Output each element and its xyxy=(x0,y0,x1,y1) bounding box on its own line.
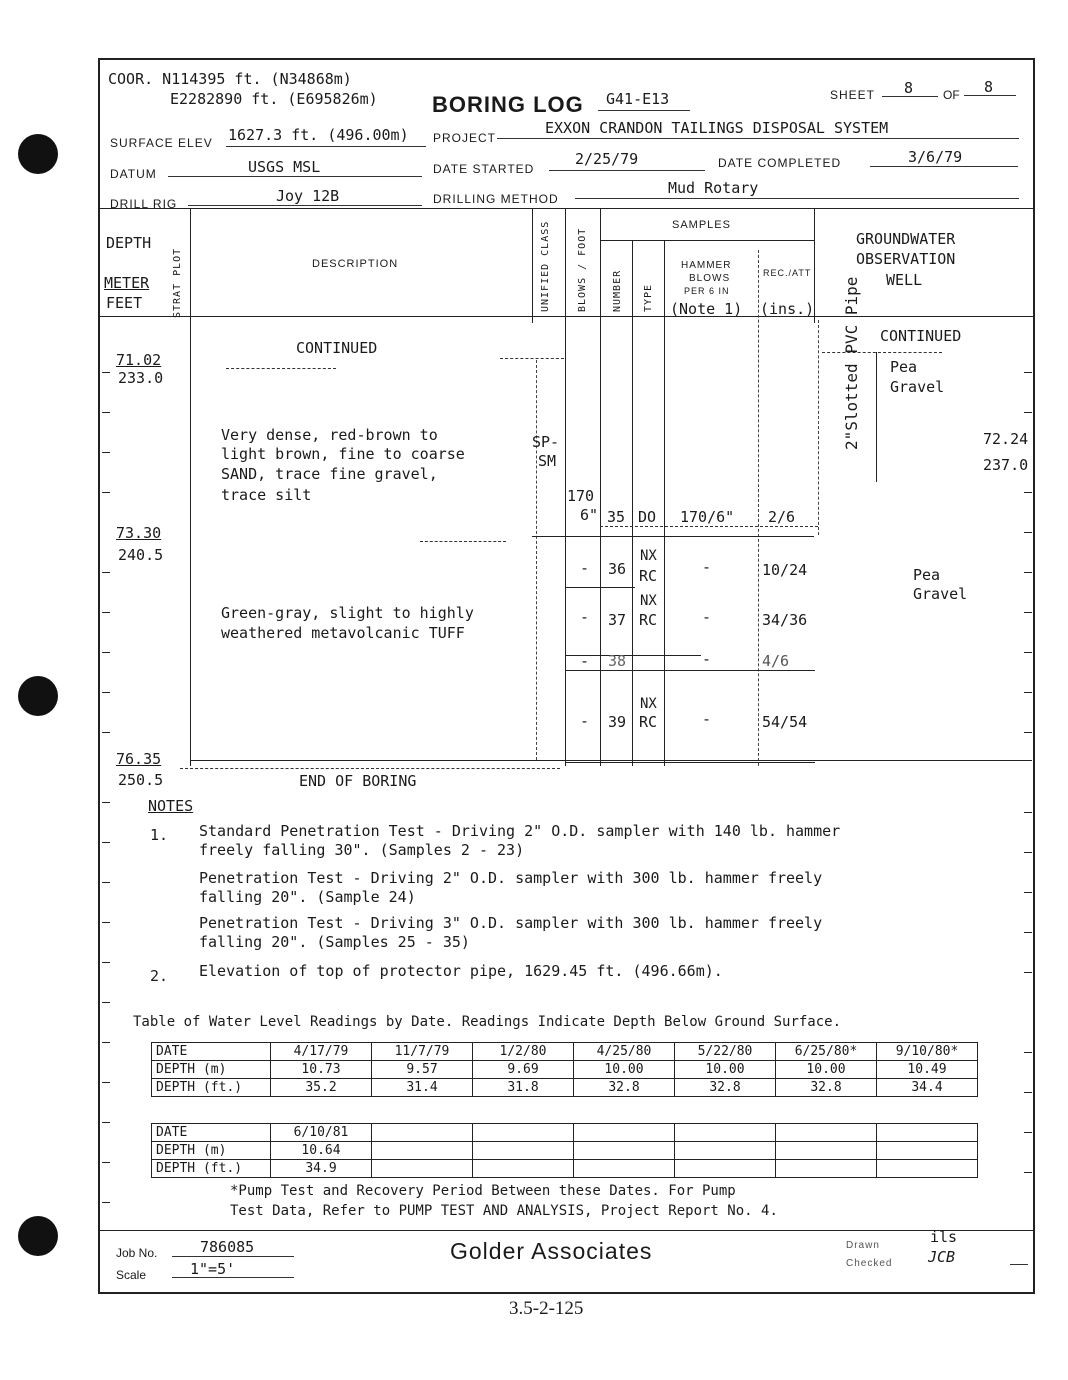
table-cell: 10.73 xyxy=(271,1061,372,1079)
drawn-label: Drawn xyxy=(846,1240,880,1251)
layer1-line1: Very dense, red-brown to xyxy=(221,426,438,444)
table-cell xyxy=(372,1160,473,1178)
sample37-type-1: NX xyxy=(640,593,657,609)
col-rec-units: (ins.) xyxy=(760,300,815,318)
sample37-type-2: RC xyxy=(639,611,658,629)
date-completed-underline xyxy=(870,166,1018,167)
pump-footnote-2: Test Data, Refer to PUMP TEST AND ANALYSIS, Project Report No. 4. xyxy=(230,1203,778,1219)
note1-number: 1. xyxy=(150,826,169,844)
well-pipe-label: 2"Slotted PVC Pipe xyxy=(842,276,861,450)
note2-number: 2. xyxy=(150,967,169,985)
type-col-line xyxy=(632,240,633,766)
layer2-line2: weathered metavolcanic TUFF xyxy=(221,624,465,642)
sample39-hammer: - xyxy=(702,710,712,728)
table-row xyxy=(152,1160,978,1178)
row-label-date: DATE xyxy=(152,1043,271,1061)
sample39-type-2: RC xyxy=(639,713,658,731)
scale-underline xyxy=(172,1277,294,1278)
col-blows-foot: BLOWS / FOOT xyxy=(577,227,588,312)
sample39-rec: 54/54 xyxy=(762,713,808,731)
sample38-blows: - xyxy=(580,652,590,670)
table-cell: 10.00 xyxy=(776,1061,877,1079)
sheet-total: 8 xyxy=(984,78,994,96)
layer1-class-2: SM xyxy=(538,452,557,470)
log-title: BORING LOG xyxy=(432,92,584,117)
table-cell xyxy=(372,1124,473,1142)
layer1-class-1: SP- xyxy=(532,433,560,451)
drilling-method-label: DRILLING METHOD xyxy=(433,192,559,206)
class-col-line xyxy=(532,208,533,323)
table-cell: 31.8 xyxy=(473,1079,574,1097)
well-pea-2: Pea xyxy=(913,566,941,584)
scale-value: 1"=5' xyxy=(190,1260,236,1278)
col-gw-2: OBSERVATION xyxy=(856,250,956,268)
depth-col-line xyxy=(190,316,191,766)
job-underline xyxy=(172,1256,294,1257)
footer-rule xyxy=(98,1230,1033,1231)
samples-bottom-rule xyxy=(565,762,815,763)
depth-ft-1: 233.0 xyxy=(118,369,164,387)
surface-elev-value: 1627.3 ft. (496.00m) xyxy=(228,126,409,144)
drawn-value: ils xyxy=(930,1228,958,1246)
note2-text: Elevation of top of protector pipe, 1629.45 ft. (496.66m). xyxy=(199,962,723,980)
table-cell: 6/10/81 xyxy=(271,1124,372,1142)
table-cell xyxy=(877,1124,978,1142)
sample36-rule xyxy=(565,587,635,588)
pump-footnote-1: *Pump Test and Recovery Period Between these Dates. For Pump xyxy=(230,1183,736,1199)
note1-c-line2: falling 20". (Samples 25 - 35) xyxy=(199,933,470,951)
table-row xyxy=(152,1043,978,1061)
date-completed-label: DATE COMPLETED xyxy=(718,156,842,170)
depth-head-line xyxy=(190,208,191,316)
drilling-method-underline xyxy=(575,198,1019,199)
layer-boundary xyxy=(532,536,814,537)
layer-boundary-desc xyxy=(420,541,506,542)
well-casing xyxy=(876,352,877,482)
table-cell: 10.00 xyxy=(574,1061,675,1079)
depth-m-3: 76.35 xyxy=(116,750,162,768)
company-name: Golder Associates xyxy=(450,1238,653,1264)
depth-ft-2: 240.5 xyxy=(118,546,164,564)
checked-label: Checked xyxy=(846,1258,893,1269)
table-cell xyxy=(675,1160,776,1178)
col-meter: METER xyxy=(104,274,150,292)
table-cell xyxy=(877,1160,978,1178)
project-label: PROJECT xyxy=(433,131,497,145)
table-cell xyxy=(372,1142,473,1160)
table-cell xyxy=(776,1124,877,1142)
table-cell xyxy=(675,1142,776,1160)
table-cell: 11/7/79 xyxy=(372,1043,473,1061)
sheet-total-underline xyxy=(964,95,1016,96)
well-gravel-1: Gravel xyxy=(890,378,945,396)
table-cell: 9/10/80* xyxy=(877,1043,978,1061)
binder-hole-bottom xyxy=(18,1216,58,1256)
sample37-number: 37 xyxy=(608,611,627,629)
table-cell: 32.8 xyxy=(675,1079,776,1097)
datum-underline xyxy=(168,176,422,177)
table-cell xyxy=(574,1160,675,1178)
table-row xyxy=(152,1124,978,1142)
table-cell: 9.57 xyxy=(372,1061,473,1079)
well-depth-ft: 237.0 xyxy=(983,456,1029,474)
checked-value: JCB xyxy=(928,1248,956,1266)
note1-c-line1: Penetration Test - Driving 3" O.D. sampler with 300 lb. hammer freely xyxy=(199,914,823,932)
layer1-blows-2: 6" xyxy=(580,506,599,524)
layer1-line2: light brown, fine to coarse xyxy=(221,445,465,463)
col-hammer-note: (Note 1) xyxy=(670,300,743,318)
sample39-blows: - xyxy=(580,712,590,730)
depth-m-1: 71.02 xyxy=(116,351,162,369)
notes-title: NOTES xyxy=(148,797,194,815)
samples-right-dash xyxy=(818,320,819,535)
class-dash xyxy=(536,360,537,760)
depth-m-2: 73.30 xyxy=(116,524,162,542)
col-gw-3: WELL xyxy=(886,271,923,289)
table-row xyxy=(152,1142,978,1160)
note1-a-line1: Standard Penetration Test - Driving 2" O.D. sampler with 140 lb. hammer xyxy=(199,822,841,840)
date-completed-value: 3/6/79 xyxy=(908,148,963,166)
row-label-depth-m: DEPTH (m) xyxy=(152,1142,271,1160)
coor-line1: COOR. N114395 ft. (N34868m) xyxy=(108,70,352,88)
sample39-type-1: NX xyxy=(640,696,657,712)
layer1-line4: trace silt xyxy=(221,486,312,504)
col-strat-plot: STRAT PLOT xyxy=(172,247,183,318)
table-cell: 35.2 xyxy=(271,1079,372,1097)
blows-col-line xyxy=(565,208,566,766)
note1-b-line2: falling 20". (Sample 24) xyxy=(199,888,416,906)
note1-a-line2: freely falling 30". (Samples 2 - 23) xyxy=(199,841,525,859)
col-type: TYPE xyxy=(643,283,654,312)
col-hammer-3: PER 6 IN xyxy=(684,286,730,296)
sample35-number: 35 xyxy=(607,508,626,526)
datum-label: DATUM xyxy=(110,167,157,181)
hammer-col-line xyxy=(664,240,665,766)
well-pea-1: Pea xyxy=(890,358,918,376)
sample36-hammer: - xyxy=(702,558,712,576)
table-cell: 32.8 xyxy=(776,1079,877,1097)
continued-desc-dash xyxy=(226,368,336,369)
table-cell xyxy=(473,1142,574,1160)
col-rec: REC./ATT xyxy=(763,268,812,278)
table-cell xyxy=(776,1142,877,1160)
table-cell xyxy=(574,1124,675,1142)
col-depth: DEPTH xyxy=(106,234,152,252)
well-gravel-2: Gravel xyxy=(913,585,968,603)
project-underline xyxy=(497,138,1019,139)
binder-hole-middle xyxy=(18,676,58,716)
note1-b-line1: Penetration Test - Driving 2" O.D. sampler with 300 lb. hammer freely xyxy=(199,869,823,887)
sample37-blows: - xyxy=(580,608,590,626)
continued-description: CONTINUED xyxy=(296,339,378,357)
project-value: EXXON CRANDON TAILINGS DISPOSAL SYSTEM xyxy=(545,119,889,137)
row-label-depth-m: DEPTH (m) xyxy=(152,1061,271,1079)
samples-right-line xyxy=(814,208,815,323)
col-gw-1: GROUNDWATER xyxy=(856,230,956,248)
sample35-rec: 2/6 xyxy=(768,508,796,526)
drill-rig-underline xyxy=(188,205,422,206)
continued-well: CONTINUED xyxy=(880,327,962,345)
end-of-log-rule xyxy=(190,760,1032,761)
table-cell xyxy=(473,1160,574,1178)
water-table-1 xyxy=(151,1042,978,1097)
page-number: 3.5-2-125 xyxy=(509,1298,584,1319)
checked-underline xyxy=(1010,1264,1028,1265)
coor-line2: E2282890 ft. (E695826m) xyxy=(170,90,378,108)
sample36-blows: - xyxy=(580,559,590,577)
col-unified-class: UNIFIED CLASS xyxy=(540,220,551,312)
layer1-line3: SAND, trace fine gravel, xyxy=(221,465,438,483)
job-label: Job No. xyxy=(116,1246,158,1260)
col-feet: FEET xyxy=(106,294,143,312)
table-cell: 10.49 xyxy=(877,1061,978,1079)
sample38-rec: 4/6 xyxy=(762,652,790,670)
table-cell xyxy=(675,1124,776,1142)
scale-label: Scale xyxy=(116,1268,147,1282)
drilling-method-value: Mud Rotary xyxy=(668,179,759,197)
table-cell: 6/25/80* xyxy=(776,1043,877,1061)
table-cell xyxy=(574,1142,675,1160)
depth-ft-3: 250.5 xyxy=(118,771,164,789)
col-number: NUMBER xyxy=(612,269,623,312)
layer1-blows-1: 170 xyxy=(567,487,595,505)
sample37-hammer: - xyxy=(702,608,712,626)
end-boring-dash xyxy=(180,768,560,769)
table-cell xyxy=(776,1160,877,1178)
sample36-type-1: NX xyxy=(640,548,657,564)
table-row xyxy=(152,1079,978,1097)
of-label: OF xyxy=(943,88,960,102)
table-cell: 10.00 xyxy=(675,1061,776,1079)
drill-rig-value: Joy 12B xyxy=(276,187,340,205)
sample35-hammer: 170/6" xyxy=(680,508,735,526)
col-hammer-2: BLOWS xyxy=(689,273,731,284)
col-description: DESCRIPTION xyxy=(312,258,399,270)
table-cell: 31.4 xyxy=(372,1079,473,1097)
water-table-title: Table of Water Level Readings by Date. Readings Indicate Depth Below Ground Surface. xyxy=(133,1014,842,1030)
rec-col-line xyxy=(758,250,759,766)
sheet-number: 8 xyxy=(904,79,914,97)
table-cell xyxy=(877,1142,978,1160)
end-of-boring: END OF BORING xyxy=(299,772,417,790)
table-cell: 9.69 xyxy=(473,1061,574,1079)
table-row xyxy=(152,1061,978,1079)
table-cell: 34.9 xyxy=(271,1160,372,1178)
job-number: 786085 xyxy=(200,1238,255,1256)
sample36-rec: 10/24 xyxy=(762,561,808,579)
sample38-hammer: - xyxy=(702,650,712,668)
sample39-number: 39 xyxy=(608,713,627,731)
sample35-rule xyxy=(600,526,818,527)
binder-hole-top xyxy=(18,134,58,174)
row-label-depth-ft: DEPTH (ft.) xyxy=(152,1079,271,1097)
table-cell: 1/2/80 xyxy=(473,1043,574,1061)
sample35-type: DO xyxy=(638,508,657,526)
col-samples: SAMPLES xyxy=(672,219,731,231)
number-col-line xyxy=(600,208,601,766)
col-hammer-1: HAMMER xyxy=(681,260,732,271)
row-label-depth-ft: DEPTH (ft.) xyxy=(152,1160,271,1178)
sample38-number: 38 xyxy=(608,652,627,670)
date-started-label: DATE STARTED xyxy=(433,162,535,176)
date-started-value: 2/25/79 xyxy=(575,150,639,168)
table-cell: 4/25/80 xyxy=(574,1043,675,1061)
log-id-underline xyxy=(598,110,690,111)
surface-elev-label: SURFACE ELEV xyxy=(110,136,213,150)
sample37-rec: 34/36 xyxy=(762,611,808,629)
layer2-line1: Green-gray, slight to highly xyxy=(221,604,474,622)
drill-rig-label: DRILL RIG xyxy=(110,197,178,211)
table-cell: 4/17/79 xyxy=(271,1043,372,1061)
water-table-2 xyxy=(151,1123,978,1178)
table-cell: 34.4 xyxy=(877,1079,978,1097)
continued-well-dash xyxy=(822,352,942,353)
sheet-label: SHEET xyxy=(830,88,876,102)
sheet-underline xyxy=(882,96,938,97)
sample36-type-2: RC xyxy=(639,567,658,585)
date-started-underline xyxy=(549,170,705,171)
table-cell: 10.64 xyxy=(271,1142,372,1160)
table-cell: 5/22/80 xyxy=(675,1043,776,1061)
table-cell: 32.8 xyxy=(574,1079,675,1097)
log-id: G41-E13 xyxy=(606,90,670,108)
well-depth-m: 72.24 xyxy=(983,430,1029,448)
surface-elev-underline xyxy=(226,146,426,147)
table-cell xyxy=(473,1124,574,1142)
sample38-bottom xyxy=(565,670,815,671)
sample36-number: 36 xyxy=(608,560,627,578)
row-label-date: DATE xyxy=(152,1124,271,1142)
datum-value: USGS MSL xyxy=(248,158,321,176)
top-layer-dash xyxy=(500,358,564,359)
